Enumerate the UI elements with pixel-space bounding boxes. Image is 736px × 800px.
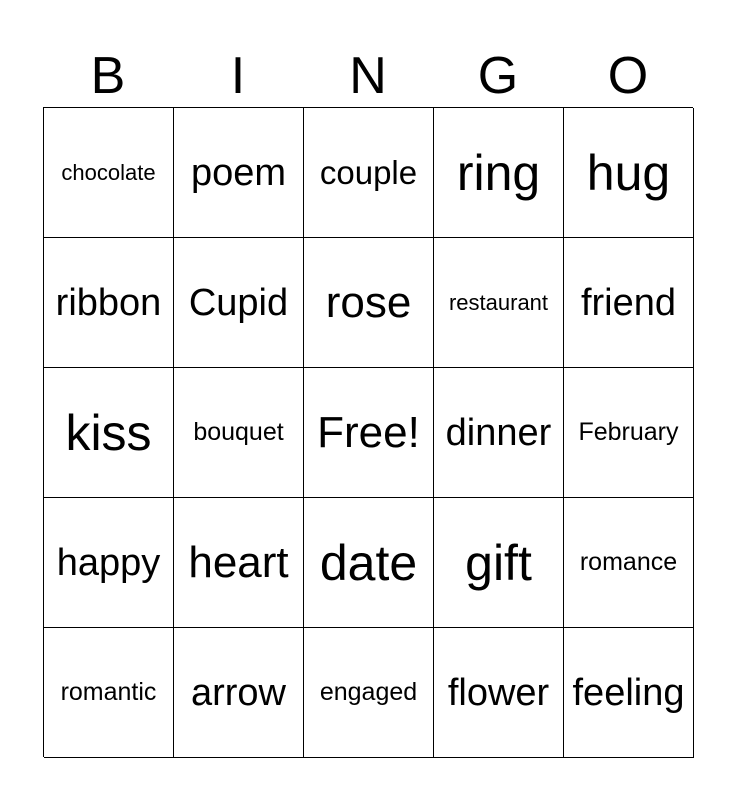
bingo-cell[interactable] — [434, 498, 564, 628]
bingo-cell[interactable] — [44, 108, 174, 238]
bingo-board — [43, 107, 693, 757]
cell-word: couple — [319, 154, 418, 191]
cell-word: flower — [447, 671, 550, 714]
cell-word: kiss — [65, 404, 152, 461]
bingo-cell[interactable] — [304, 628, 434, 758]
header-letter-i: I — [230, 47, 246, 105]
bingo-cell[interactable] — [174, 368, 304, 498]
cell-word: ribbon — [55, 281, 162, 324]
cell-word: hug — [586, 144, 671, 201]
bingo-cell[interactable] — [564, 368, 694, 498]
bingo-cell[interactable] — [304, 238, 434, 368]
cell-word: engaged — [319, 678, 418, 706]
free-space-label: Free! — [317, 407, 420, 457]
bingo-cell[interactable] — [564, 498, 694, 628]
bingo-cell[interactable] — [44, 238, 174, 368]
bingo-cell[interactable] — [44, 628, 174, 758]
bingo-cell[interactable] — [564, 238, 694, 368]
bingo-cell[interactable] — [174, 498, 304, 628]
cell-word: rose — [325, 277, 412, 327]
cell-word: happy — [56, 541, 161, 584]
header-letter-g: G — [477, 47, 519, 105]
bingo-cell[interactable] — [434, 238, 564, 368]
bingo-cell[interactable] — [434, 628, 564, 758]
cell-word: ring — [456, 144, 541, 201]
bingo-cell[interactable] — [304, 498, 434, 628]
cell-word: restaurant — [448, 289, 549, 315]
cell-word: dinner — [445, 411, 552, 454]
cell-word: Cupid — [188, 281, 289, 324]
cell-word: heart — [188, 537, 289, 587]
free-space-cell[interactable] — [304, 368, 434, 498]
cell-word: romantic — [60, 678, 157, 706]
cell-word: chocolate — [61, 159, 156, 185]
bingo-cell[interactable] — [174, 238, 304, 368]
bingo-cell[interactable] — [564, 628, 694, 758]
bingo-cell[interactable] — [44, 498, 174, 628]
header-letter-o: O — [607, 47, 649, 105]
cell-word: date — [319, 534, 418, 591]
cell-word: feeling — [572, 671, 685, 714]
cell-word: arrow — [190, 671, 287, 714]
bingo-cell[interactable] — [434, 368, 564, 498]
cell-word: poem — [190, 151, 287, 194]
bingo-cell[interactable] — [174, 628, 304, 758]
bingo-cell[interactable] — [564, 108, 694, 238]
cell-word: February — [578, 418, 679, 446]
cell-word: gift — [465, 534, 532, 591]
bingo-header — [43, 46, 693, 106]
bingo-cell[interactable] — [304, 108, 434, 238]
cell-word: romance — [579, 548, 678, 576]
cell-word: bouquet — [193, 418, 284, 446]
bingo-cell[interactable] — [174, 108, 304, 238]
bingo-cell[interactable] — [44, 368, 174, 498]
bingo-cell[interactable] — [434, 108, 564, 238]
header-letter-n: N — [349, 47, 387, 105]
header-letter-b: B — [90, 47, 126, 105]
cell-word: friend — [580, 281, 677, 324]
